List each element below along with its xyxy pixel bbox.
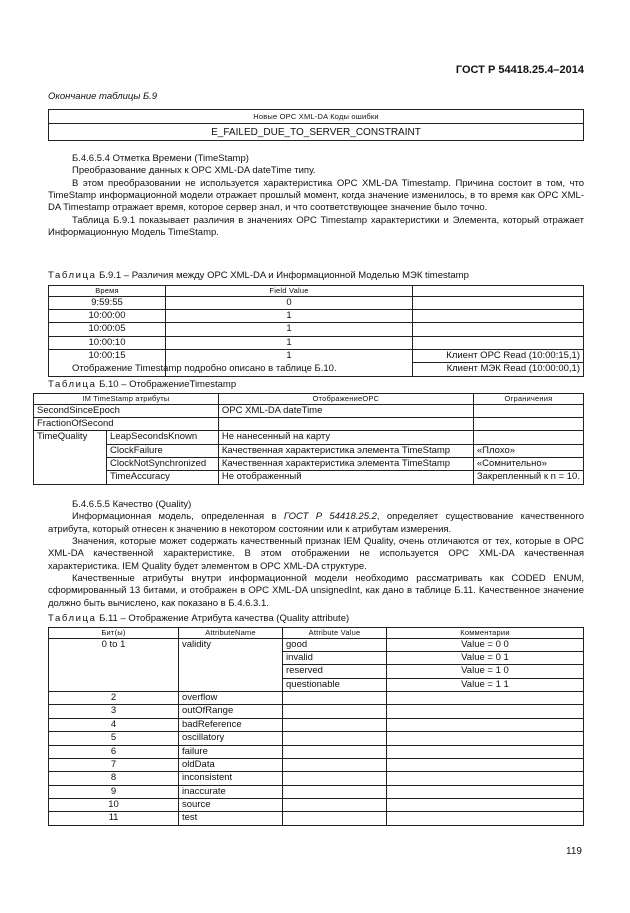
value-cell: 1	[166, 310, 413, 323]
value-cell: 0	[166, 296, 413, 309]
time-cell: 9:59:55	[49, 296, 166, 309]
mapping-cell: Качественная характеристика элемента TimeStamp	[218, 458, 473, 471]
caption-label: Таблица	[48, 613, 97, 624]
table-caption	[48, 379, 236, 391]
caption-text: Б.10 – ОтображениеTimestamp	[96, 379, 237, 390]
section-heading: Б.4.6.5.5 Качество (Quality)	[72, 499, 192, 510]
caption-label: Таблица	[48, 270, 97, 281]
attribute-name-cell: inconsistent	[179, 772, 283, 785]
table-caption	[48, 270, 469, 282]
attribute-name-cell: test	[179, 812, 283, 825]
table-row	[49, 772, 584, 785]
table-row	[34, 431, 584, 444]
comment-cell: Value = 1 1	[387, 678, 584, 691]
table-row	[49, 296, 584, 309]
column-header-comments: Комментарии	[387, 628, 584, 639]
value-cell: 1	[166, 323, 413, 336]
attribute-value-cell: reserved	[283, 665, 387, 678]
table-b9-end	[48, 109, 584, 141]
table-row	[49, 350, 584, 363]
table-row	[49, 705, 584, 718]
comment-cell	[387, 798, 584, 811]
table-caption	[48, 613, 349, 625]
section-timestamp	[48, 153, 584, 239]
note-cell	[413, 323, 584, 336]
bits-cell: 9	[49, 785, 179, 798]
time-cell: 10:00:00	[49, 310, 166, 323]
column-header-attribute-name: AttributeName	[179, 628, 283, 639]
table-row	[34, 418, 584, 431]
sub-attribute-cell: TimeAccuracy	[107, 471, 219, 484]
column-header-limits: Ограничения	[473, 394, 583, 405]
column-header-opc-mapping: ОтображениеOPC	[218, 394, 473, 405]
paragraph: Отображение Timestamp подробно описано в таблице Б.10.	[72, 363, 337, 374]
bits-cell: 4	[49, 718, 179, 731]
comment-cell	[387, 705, 584, 718]
page-number: 119	[566, 846, 582, 857]
mapping-cell	[218, 418, 473, 431]
paragraph: В этом преобразовании не используется характеристика OPC XML-DA Timestamp. Причина состоит в том, что TimeStamp информационной модели отражает прошлый момент, когда значение изменилось, в то время как OPC XML-DA Timestamp отражает время, которое сервер знал, и что соответствующее значение было точно.	[48, 177, 584, 214]
attribute-name-cell: oldData	[179, 758, 283, 771]
sub-attribute-cell: LeapSecondsKnown	[107, 431, 219, 444]
table-row	[49, 310, 584, 323]
bits-cell: 0 to 1	[49, 638, 179, 691]
bits-cell: 8	[49, 772, 179, 785]
note-cell: Клиент OPC Read (10:00:15,1)	[413, 350, 584, 363]
attribute-name-cell: overflow	[179, 692, 283, 705]
attribute-value-cell	[283, 798, 387, 811]
attribute-value-cell: questionable	[283, 678, 387, 691]
table-b11	[48, 627, 584, 826]
attribute-name-cell: oscillatory	[179, 732, 283, 745]
attribute-cell: SecondSinceEpoch	[34, 404, 219, 417]
table-row	[49, 336, 584, 349]
column-header-time: Время	[49, 286, 166, 297]
caption-text: Б.11 – Отображение Атрибута качества (Quality attribute)	[96, 613, 350, 624]
column-header-field-value: Field Value	[166, 286, 413, 297]
comment-cell	[387, 745, 584, 758]
table-row	[34, 444, 584, 457]
table-row	[49, 323, 584, 336]
bits-cell: 3	[49, 705, 179, 718]
comment-cell	[387, 785, 584, 798]
paragraph: Значения, которые может содержать качественный признак IEM Quality, очень отличаются от тех, которые в OPC XML-DA качественной характеристике. В этом отображении не используется OPC XML-DA качественная характеристика. IEM Quality будет элементом в OPC XML-DA структуре.	[48, 536, 584, 572]
bits-cell: 7	[49, 758, 179, 771]
table-row	[34, 471, 584, 484]
note-cell	[413, 336, 584, 349]
paragraph: Таблица Б.9.1 показывает различия в значениях OPC Timestamp характеристики и Элемента, который отражает Информационную Модель TimeStamp.	[48, 214, 584, 239]
note-cell: Клиент МЭК Read (10:00:00,1)	[413, 363, 584, 376]
paragraph-between	[48, 363, 584, 375]
comment-cell	[387, 732, 584, 745]
bits-cell: 10	[49, 798, 179, 811]
attribute-name-cell: badReference	[179, 718, 283, 731]
attribute-name-cell: failure	[179, 745, 283, 758]
attribute-value-cell	[283, 758, 387, 771]
table-row	[34, 458, 584, 471]
value-cell: 1	[166, 350, 413, 377]
sub-attribute-cell: ClockNotSynchronized	[107, 458, 219, 471]
attribute-value-cell	[283, 812, 387, 825]
sub-attribute-cell: ClockFailure	[107, 444, 219, 457]
attribute-cell: FractionOfSecond	[34, 418, 219, 431]
paragraph: Преобразование данных к OPC XML-DA dateTime типу.	[72, 165, 316, 177]
bits-cell: 6	[49, 745, 179, 758]
bits-cell: 5	[49, 732, 179, 745]
caption-label: Таблица	[48, 379, 97, 390]
column-header-note	[413, 286, 584, 297]
table-row	[34, 404, 584, 417]
comment-cell: Value = 0 0	[387, 638, 584, 651]
table-continuation-title: Окончание таблицы Б.9	[48, 91, 158, 102]
limit-cell	[473, 431, 583, 444]
time-cell: 10:00:15	[49, 350, 166, 377]
paragraph: Качественные атрибуты внутри информационной модели необходимо рассматривать как CODED ENUM, сформированный 13 битами, и отображен в OPC XML-DA unsignedInt, как дано в таблице Б.11. Качественное значение должно быть вычислено, как показано в Б.4.6.3.1.	[48, 573, 584, 609]
mapping-cell: Не нанесенный на карту	[218, 431, 473, 444]
paragraph-part: , определяет существование качественного атрибута, который отнесен к значению в некотором состоянии или к атрибутам измерения.	[48, 511, 584, 535]
comment-cell	[387, 718, 584, 731]
section-quality	[48, 499, 584, 610]
bits-cell: 11	[49, 812, 179, 825]
table-row	[49, 798, 584, 811]
table-row	[49, 812, 584, 825]
column-header-attribute-value: Attribute Value	[283, 628, 387, 639]
attribute-value-cell	[283, 772, 387, 785]
table-b10	[33, 393, 584, 485]
attribute-name-cell: validity	[179, 638, 283, 691]
limit-cell	[473, 418, 583, 431]
attribute-name-cell: outOfRange	[179, 705, 283, 718]
comment-cell	[387, 692, 584, 705]
table-row	[49, 638, 584, 651]
standard-reference: ГОСТ Р 54418.25.2	[283, 511, 377, 523]
limit-cell	[473, 404, 583, 417]
table-row	[49, 758, 584, 771]
attribute-name-cell: inaccurate	[179, 785, 283, 798]
attribute-value-cell	[283, 732, 387, 745]
table-header: Новые OPC XML-DA Коды ошибки	[49, 110, 584, 124]
mapping-cell: Не отображенный	[218, 471, 473, 484]
table-row	[49, 785, 584, 798]
attribute-cell: TimeQuality	[34, 431, 107, 484]
table-row	[49, 745, 584, 758]
comment-cell	[387, 812, 584, 825]
bits-cell: 2	[49, 692, 179, 705]
value-cell: 1	[166, 336, 413, 349]
limit-cell: «Плохо»	[473, 444, 583, 457]
limit-cell: «Сомнительно»	[473, 458, 583, 471]
mapping-cell: OPC XML-DA dateTime	[218, 404, 473, 417]
attribute-value-cell	[283, 745, 387, 758]
table-row	[49, 692, 584, 705]
table-row	[49, 718, 584, 731]
caption-text: Б.9.1 – Различия между OPC XML-DA и Информационной Моделью МЭК timestamp	[96, 270, 469, 281]
limit-cell: Закрепленный к n = 10.	[473, 471, 583, 484]
attribute-value-cell	[283, 718, 387, 731]
comment-cell: Value = 0 1	[387, 652, 584, 665]
attribute-value-cell	[283, 692, 387, 705]
column-header-im-attributes: IM TimeStamp атрибуты	[34, 394, 219, 405]
mapping-cell: Качественная характеристика элемента TimeStamp	[218, 444, 473, 457]
attribute-value-cell	[283, 705, 387, 718]
section-heading: Б.4.6.5.4 Отметка Времени (TimeStamp)	[72, 153, 249, 164]
paragraph	[48, 511, 584, 536]
attribute-value-cell	[283, 785, 387, 798]
attribute-value-cell: good	[283, 638, 387, 651]
time-cell: 10:00:05	[49, 323, 166, 336]
note-cell	[413, 296, 584, 309]
comment-cell	[387, 758, 584, 771]
error-code-cell: E_FAILED_DUE_TO_SERVER_CONSTRAINT	[49, 124, 584, 141]
paragraph-part: Информационная модель, определенная в	[72, 511, 284, 523]
note-cell	[413, 310, 584, 323]
attribute-value-cell: invalid	[283, 652, 387, 665]
comment-cell	[387, 772, 584, 785]
time-cell: 10:00:10	[49, 336, 166, 349]
page-header-standard-code: ГОСТ Р 54418.25.4–2014	[455, 64, 584, 76]
attribute-name-cell: source	[179, 798, 283, 811]
comment-cell: Value = 1 0	[387, 665, 584, 678]
column-header-bits: Бит(ы)	[49, 628, 179, 639]
table-row	[49, 732, 584, 745]
